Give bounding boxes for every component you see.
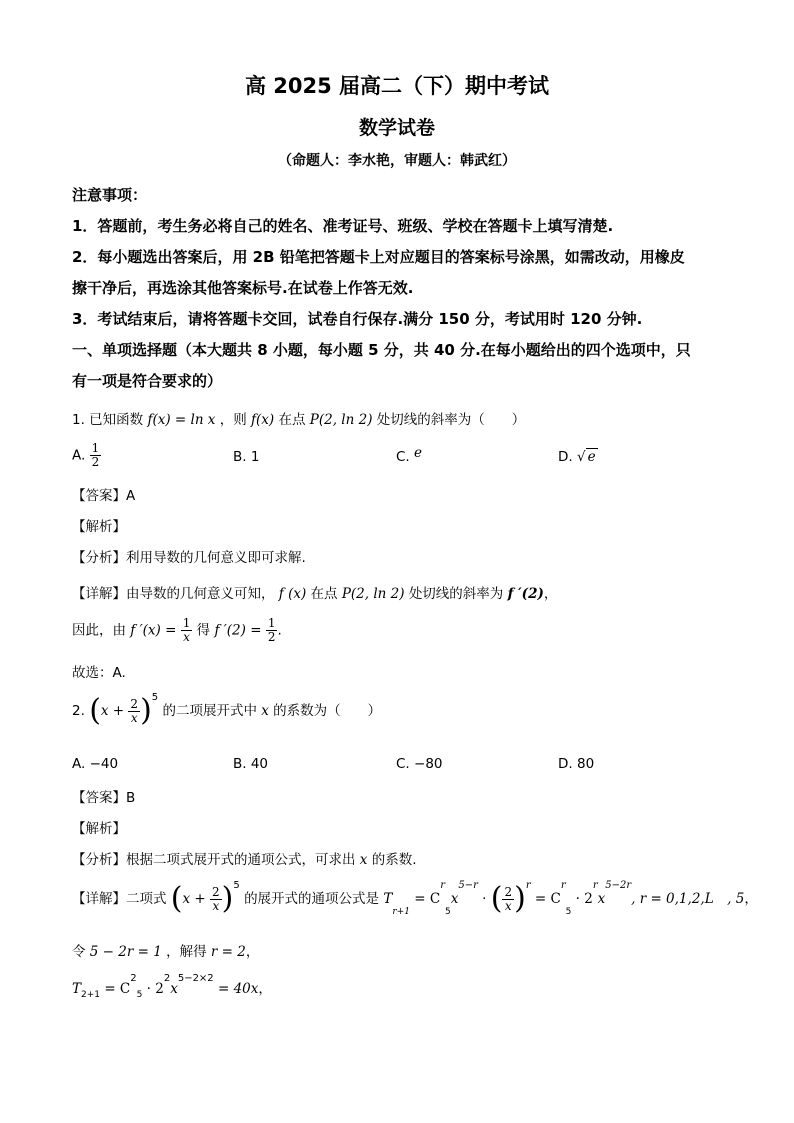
fraction-numerator: 1 [182, 616, 191, 630]
notes-heading: 注意事项： [72, 186, 148, 204]
q1-fenxi: 【分析】利用导数的几何意义即可求解. [72, 550, 306, 566]
fraction-denominator: x [504, 898, 512, 913]
q2-term-dot: · 2 [146, 981, 164, 997]
notes-item-3: 3．考试结束后，请将答题卡交回，试卷自行保存.满分 150 分，考试用时 120 分钟. [72, 310, 643, 328]
q2-term-result: = 40x [217, 981, 259, 997]
fraction-numerator: 1 [91, 441, 100, 455]
q2-detail-eq: = C [414, 891, 441, 907]
q2-option-b: B. 40 [233, 756, 269, 772]
q1-option-a-label: A. [72, 447, 86, 464]
q1-option-d-sqrt: √ e [576, 449, 596, 465]
q1-analysis-label: 【解析】 [72, 519, 126, 535]
q1-thus-f2: f ′(2) = [214, 622, 262, 639]
fraction-denominator: 2 [91, 455, 100, 469]
left-paren: ( [89, 693, 101, 728]
q2-detail-x-sup: 5−r [458, 880, 478, 891]
q2-term-T: T [72, 981, 82, 997]
q2-detail-x2: x [597, 891, 606, 907]
q1-detail-fx: f (x) [278, 586, 307, 602]
q2-expr-power: 5 [151, 692, 159, 703]
q2-let-prefix: 令 [72, 944, 86, 960]
q1-fx: f(x) [251, 412, 275, 428]
q2-let-r: r = 2 [210, 944, 246, 960]
q2-fenxi [72, 848, 417, 868]
fraction-denominator: 2 [267, 630, 276, 644]
q2-analysis-label: 【解析】 [72, 821, 126, 837]
q1-function: f(x) = ln x [147, 412, 216, 428]
notes-item-2-line-1: 2．每小题选出答案后，用 2B 铅笔把答题卡上对应题目的答案标号涂黑，如需改动，用橡皮 [72, 248, 685, 266]
q2-suffix: 的系数为（ ） [273, 703, 382, 719]
sqrt-radicand: e [587, 449, 596, 465]
q2-detail-T-sub: r+1 [392, 907, 410, 917]
q1-thus-end: . [277, 622, 282, 639]
q2-detail-fraction-2 [502, 886, 514, 913]
q2-detail-power: 5 [233, 880, 240, 891]
q2-option-a: A. −40 [72, 756, 119, 772]
q1-thus-mid: 得 [196, 622, 211, 639]
q1-option-d [558, 449, 598, 465]
q1-detail-mid: 在点 [310, 586, 338, 602]
q1-thus-fprime: f ′(x) = [130, 622, 177, 639]
right-paren: ) [221, 881, 234, 916]
left-paren: ( [490, 881, 503, 916]
q2-detail-x2-sup: 5−2r [605, 880, 632, 891]
q2-detail-2r-sup: r [592, 880, 598, 891]
q2-fenxi-suffix: 的系数. [371, 852, 417, 868]
q2-answer: 【答案】B [72, 790, 136, 806]
question-1-stem [72, 408, 525, 428]
q2-term-x-sup: 5−2×2 [177, 973, 214, 984]
section-heading-line-2: 有一项是符合要求的） [72, 372, 223, 390]
q2-detail [72, 880, 758, 917]
fraction-numerator: 2 [212, 884, 220, 899]
fraction-denominator: x [130, 710, 138, 725]
q2-detail-2r: · 2 [575, 891, 593, 907]
question-2-stem [72, 692, 382, 728]
q2-expr-x: x + [100, 703, 125, 719]
q2-detail-range: , r = 0,1,2,L , 5 [631, 891, 745, 907]
q1-option-c-label: C. [396, 449, 410, 465]
q2-fenxi-var: x [359, 852, 368, 868]
q2-let-end: ， [245, 944, 260, 960]
q2-detail-C-sub: 5 [444, 907, 451, 917]
q1-mid2: 在点 [278, 412, 306, 428]
q1-thus-fraction-2 [266, 617, 278, 644]
q1-mid1: ，则 [219, 412, 247, 428]
q1-thus [72, 617, 282, 644]
q2-let [72, 940, 259, 960]
page-subtitle: 数学试卷 [358, 117, 435, 139]
q1-option-c-value: e [414, 445, 423, 461]
q2-option-c: C. −80 [396, 756, 443, 772]
q2-term-C-sup: 2 [130, 973, 137, 984]
q2-term-eq: = C [104, 981, 131, 997]
q1-detail-end: ， [543, 586, 558, 602]
q2-detail-expr-x: x + [182, 891, 206, 907]
q1-suffix: 处切线的斜率为（ ） [376, 412, 526, 428]
q1-prefix: 1. 已知函数 [72, 412, 144, 428]
q2-detail-eq2-sup: r [560, 880, 566, 891]
q2-detail-prefix: 【详解】二项式 [72, 891, 167, 907]
q2-detail-dot: · [482, 891, 487, 907]
q1-thus-fraction [181, 617, 193, 644]
q2-detail-eq2: = C [534, 891, 561, 907]
right-paren: ) [514, 881, 526, 916]
q2-expr-fraction [128, 698, 140, 725]
left-paren: ( [170, 881, 183, 916]
fraction-denominator: x [183, 630, 190, 644]
q2-let-eq: 5 − 2r = 1 [89, 944, 162, 960]
notes-item-1: 1．答题前，考生务必将自己的姓名、准考证号、班级、学校在答题卡上填写清楚. [72, 217, 614, 235]
q2-term [72, 973, 272, 1000]
page-title: 高 2025 届高二（下）期中考试 [244, 74, 550, 98]
q1-option-d-label: D. [558, 449, 573, 465]
q1-option-a [72, 442, 101, 469]
q2-detail-fraction [210, 886, 222, 913]
q2-term-x: x [170, 981, 178, 997]
q1-detail-derivative: f ′(2) [507, 586, 544, 602]
right-paren: ) [140, 693, 152, 728]
q2-option-d: D. 80 [558, 756, 595, 772]
q2-detail-power-r: r [525, 880, 531, 891]
q2-term-C-sub: 5 [136, 990, 143, 1000]
q2-let-mid: ，解得 [166, 944, 207, 960]
q2-detail-eq2-sub: 5 [565, 907, 572, 917]
notes-item-2-line-2: 擦干净后，再选涂其他答案标号.在试卷上作答无效. [72, 279, 414, 297]
fraction-numerator: 2 [130, 696, 139, 711]
q2-detail-T: T [383, 891, 393, 907]
q2-fenxi-prefix: 【分析】根据二项式展开式的通项公式，可求出 [72, 852, 356, 868]
q1-option-c [396, 445, 423, 465]
q1-answer: 【答案】A [72, 488, 136, 504]
fraction-numerator: 1 [267, 616, 276, 630]
q1-detail [72, 582, 557, 602]
q1-thus-prefix: 因此，由 [72, 622, 126, 639]
fraction-denominator: x [212, 898, 220, 913]
q2-var: x [261, 703, 269, 719]
q1-detail-prefix: 【详解】由导数的几何意义可知， [72, 586, 275, 602]
q1-choose: 故选：A. [72, 665, 126, 681]
q2-detail-C-sup: r [440, 880, 445, 891]
fraction-numerator: 2 [504, 884, 513, 899]
q2-term-end: ， [258, 981, 272, 997]
authors-line: （命题人：李水艳，审题人：韩武红） [278, 153, 516, 169]
q2-mid: 的二项展开式中 [162, 703, 257, 719]
q1-option-a-fraction [90, 442, 102, 469]
section-heading-line-1: 一、单项选择题（本大题共 8 小题，每小题 5 分，共 40 分.在每小题给出的四个选项中，只 [72, 341, 691, 359]
q1-option-b: B. 1 [233, 449, 260, 465]
q1-point: P(2, ln 2) [309, 412, 373, 428]
q2-detail-end: ， [744, 891, 758, 907]
q2-detail-x: x [450, 891, 459, 907]
q1-detail-mid2: 处切线的斜率为 [408, 586, 504, 602]
q2-prefix: 2. [72, 703, 85, 719]
q2-term-T-sub: 2+1 [81, 990, 101, 1000]
q1-detail-point: P(2, ln 2) [341, 586, 405, 602]
q2-detail-mid: 的展开式的通项公式是 [244, 891, 380, 907]
q2-term-2-sup: 2 [163, 973, 171, 984]
